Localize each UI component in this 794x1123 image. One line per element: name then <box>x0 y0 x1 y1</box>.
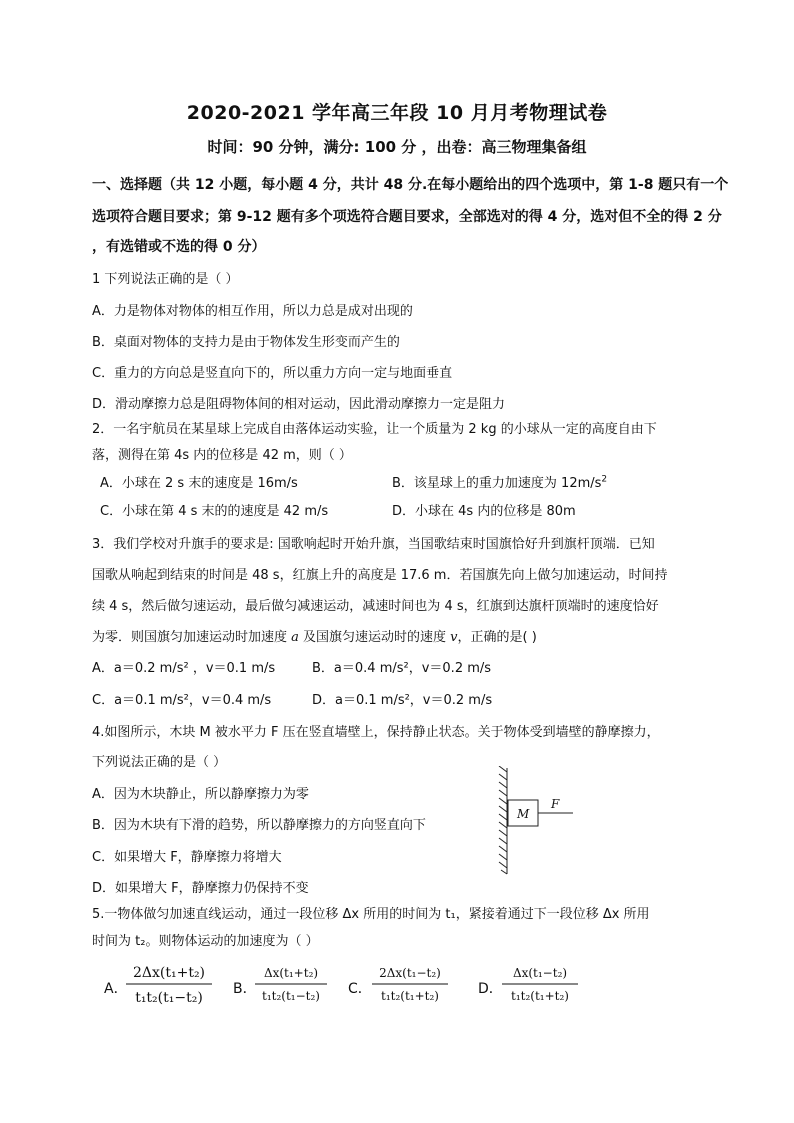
section1-line1: 一、选择题（共 12 小题，每小题 4 分，共计 48 分.在每小题给出的四个选项中，第 1-8 题只有一个 <box>92 177 729 193</box>
q1-stem: 1 下列说法正确的是（ ） <box>92 272 239 287</box>
exam-title: 2020-2021 学年高三年段 10 月月考物理试卷 <box>186 102 608 124</box>
q3-option-d: D．a＝0.1 m/s²，v＝0.2 m/s <box>312 693 493 708</box>
section1-line3: ，有选错或不选的得 0 分） <box>92 239 266 255</box>
q5-option-c-fraction <box>370 962 450 1008</box>
q3-option-b: B．a＝0.4 m/s²，v＝0.2 m/s <box>312 661 492 676</box>
force-f-label: F <box>551 797 560 811</box>
section1-line2: 选项符合题目要求；第 9-12 题有多个项选符合题目要求，全部选对的得 4 分，选对但不全的得 2 分 <box>92 209 722 225</box>
q5-option-c-denominator: t₁t₂(t₁+t₂) <box>381 989 439 1003</box>
q3-line2: 国歌从响起到结束的时间是 48 s，红旗上升的高度是 17.6 m．若国旗先向上做匀加速运动，时间持 <box>92 568 668 583</box>
q3-option-c: C．a＝0.1 m/s²，v＝0.4 m/s <box>92 693 272 708</box>
q5-option-b-denominator: t₁t₂(t₁−t₂) <box>262 989 320 1003</box>
q2-option-c: C．小球在第 4 s 末的的速度是 42 m/s <box>100 504 329 519</box>
q5-stem-line1: 5.一物体做匀加速直线运动，通过一段位移 Δx 所用的时间为 t₁，紧接着通过下一段位移 Δx 所用 <box>92 907 650 922</box>
q4-option-a: A．因为木块静止，所以静摩擦力为零 <box>92 787 309 802</box>
q5-option-b-fraction <box>253 962 329 1008</box>
q1-option-a: A．力是物体对物体的相互作用，所以力总是成对出现的 <box>92 304 413 319</box>
q5-option-d-label: D． <box>478 981 503 997</box>
q2-stem-line1: 2．一名宇航员在某星球上完成自由落体运动实验，让一个质量为 2 kg 的小球从一定的高度自由下 <box>92 422 657 437</box>
q1-option-d: D．滑动摩擦力总是阻碍物体间的相对运动，因此滑动摩擦力一定是阻力 <box>92 397 506 412</box>
q5-stem-line2: 时间为 t₂。则物体运动的加速度为（ ） <box>92 934 319 949</box>
q5-option-c-label: C． <box>348 981 372 997</box>
q1-option-c: C．重力的方向总是竖直向下的，所以重力方向一定与地面垂直 <box>92 366 453 381</box>
wall-hatch <box>499 766 507 874</box>
q2-option-a: A．小球在 2 s 末的速度是 16m/s <box>100 476 298 491</box>
q4-stem-line1: 4.如图所示，木块 M 被水平力 F 压在竖直墙壁上，保持静止状态。关于物体受到墙壁的静摩擦力， <box>92 725 660 740</box>
q5-option-c-numerator: 2Δx(t₁−t₂) <box>379 966 441 980</box>
q5-option-d-fraction <box>500 962 580 1008</box>
q5-option-a-fraction <box>124 960 214 1010</box>
exam-subtitle: 时间：90 分钟，满分: 100 分 ，出卷：高三物理集备组 <box>207 138 587 156</box>
q3-option-a: A．a＝0.2 m/s² ，v＝0.1 m/s <box>92 661 276 676</box>
q3-line3: 续 4 s，然后做匀速运动，最后做匀减速运动，减速时间也为 4 s，红旗到达旗杆顶端时的速度恰好 <box>92 599 659 614</box>
q4-wall-block-figure <box>495 766 585 878</box>
q5-option-b-label: B． <box>233 981 257 997</box>
q2-option-d: D．小球在 4s 内的位移是 80m <box>392 504 576 519</box>
q5-option-d-numerator: Δx(t₁−t₂) <box>512 966 568 980</box>
q2-option-b: B．该星球上的重力加速度为 $12m/s^2$ <box>392 474 608 491</box>
q3-line1: 3．我们学校对升旗手的要求是: 国歌响起时开始升旗，当国歌结束时国旗恰好升到旗杆顶端．已知 <box>92 537 655 552</box>
q3-line4: 为零．则国旗匀加速运动时加速度 a 及国旗匀速运动时的速度 v，正确的是( ) <box>92 630 537 645</box>
q5-option-a-label: A． <box>104 981 128 997</box>
q4-stem-line2: 下列说法正确的是（ ） <box>92 755 227 770</box>
q4-option-c: C．如果增大 F，静摩擦力将增大 <box>92 850 282 865</box>
q4-option-b: B．因为木块有下滑的趋势，所以静摩擦力的方向竖直向下 <box>92 818 426 833</box>
q2-stem-line2: 落，测得在第 4s 内的位移是 42 m，则（ ） <box>92 448 352 463</box>
block-m-label: M <box>517 807 530 821</box>
q4-option-d: D．如果增大 F，静摩擦力仍保持不变 <box>92 881 309 896</box>
q5-option-a-numerator: 2Δx(t₁+t₂) <box>132 965 206 981</box>
q1-option-b: B．桌面对物体的支持力是由于物体发生形变而产生的 <box>92 335 400 350</box>
q5-option-a-denominator: t₁t₂(t₁−t₂) <box>135 990 203 1006</box>
q5-option-b-numerator: Δx(t₁+t₂) <box>263 966 319 980</box>
q5-option-d-denominator: t₁t₂(t₁+t₂) <box>511 989 569 1003</box>
